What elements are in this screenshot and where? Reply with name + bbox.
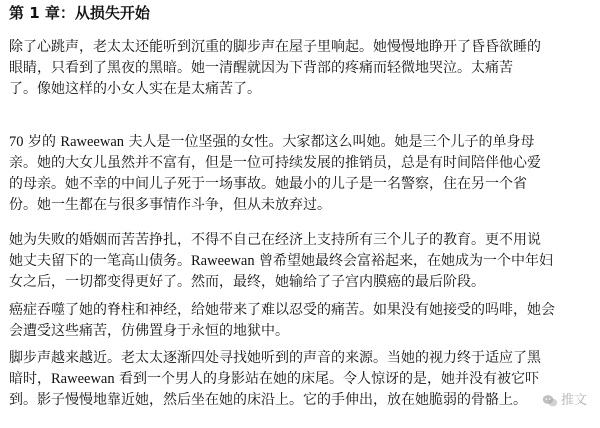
paragraph-4 xyxy=(9,300,593,342)
watermark xyxy=(542,392,587,410)
paragraph-line: 癌症吞噬了她的脊柱和神经，给她带来了难以忍受的痛苦。如果没有她接受的吗啡，她会 xyxy=(9,302,555,318)
paragraph-line: 眼睛，只看到了黑夜的黑暗。她一清醒就因为下背部的疼痛而轻微地哭泣。太痛苦 xyxy=(9,60,513,76)
paragraph-line: 了。像她这样的小女人实在是太痛苦了。 xyxy=(9,81,261,97)
document-page xyxy=(9,0,593,428)
paragraph-line: 的母亲。她不幸的中间儿子死于一场事故。她最小的儿子是一名警察，住在另一个省 xyxy=(9,176,527,192)
paragraph-line: 会遭受这些痛苦，仿佛置身于永恒的地狱中。 xyxy=(9,323,289,339)
paragraph-line: 脚步声越来越近。老太太逐渐四处寻找她听到的声音的来源。当她的视力终于适应了黑 xyxy=(9,350,541,366)
paragraph-line: 她为失败的婚姻而苦苦挣扎，不得不自己在经济上支持所有三个儿子的教育。更不用说 xyxy=(9,232,541,248)
watermark-text: 推文 xyxy=(560,393,587,408)
paragraph-1 xyxy=(9,37,593,100)
chat-bubble-logo-icon xyxy=(542,393,558,409)
paragraph-line: 到。影子慢慢地靠近她，然后坐在她的床沿上。它的手伸出，放在她脆弱的骨骼上。 xyxy=(9,392,527,408)
paragraph-line: 女之后，一切都变得更好了。然而，最终，她输给了子宫内膜癌的最后阶段。 xyxy=(9,274,485,290)
paragraph-line: 她丈夫留下的一笔高山债务。Raweewan 曾希望她最终会富裕起来，在她成为一个中年妇 xyxy=(9,253,554,269)
paragraph-line: 除了心跳声，老太太还能听到沉重的脚步声在屋子里响起。她慢慢地睁开了昏昏欲睡的 xyxy=(9,39,541,55)
paragraph-5 xyxy=(9,348,593,411)
paragraph-line: 亲。她的大女儿虽然并不富有，但是一位可持续发展的推销员，总是有时间陪伴他心爱 xyxy=(9,155,541,171)
paragraph-line: 暗时，Raweewan 看到一个男人的身影站在她的床尾。令人惊讶的是，她并没有被它吓 xyxy=(9,371,540,387)
paragraph-line: 份。她一生都在与很多事情作斗争，但从未放弃过。 xyxy=(9,197,331,213)
paragraph-2 xyxy=(9,132,593,216)
paragraph-line: 70 岁的 Raweewan 夫人是一位坚强的女性。大家都这么叫她。她是三个儿子的单身母 xyxy=(9,134,535,150)
chapter-title: 第 1 章：从损失开始 xyxy=(9,4,150,22)
paragraph-3 xyxy=(9,230,593,293)
